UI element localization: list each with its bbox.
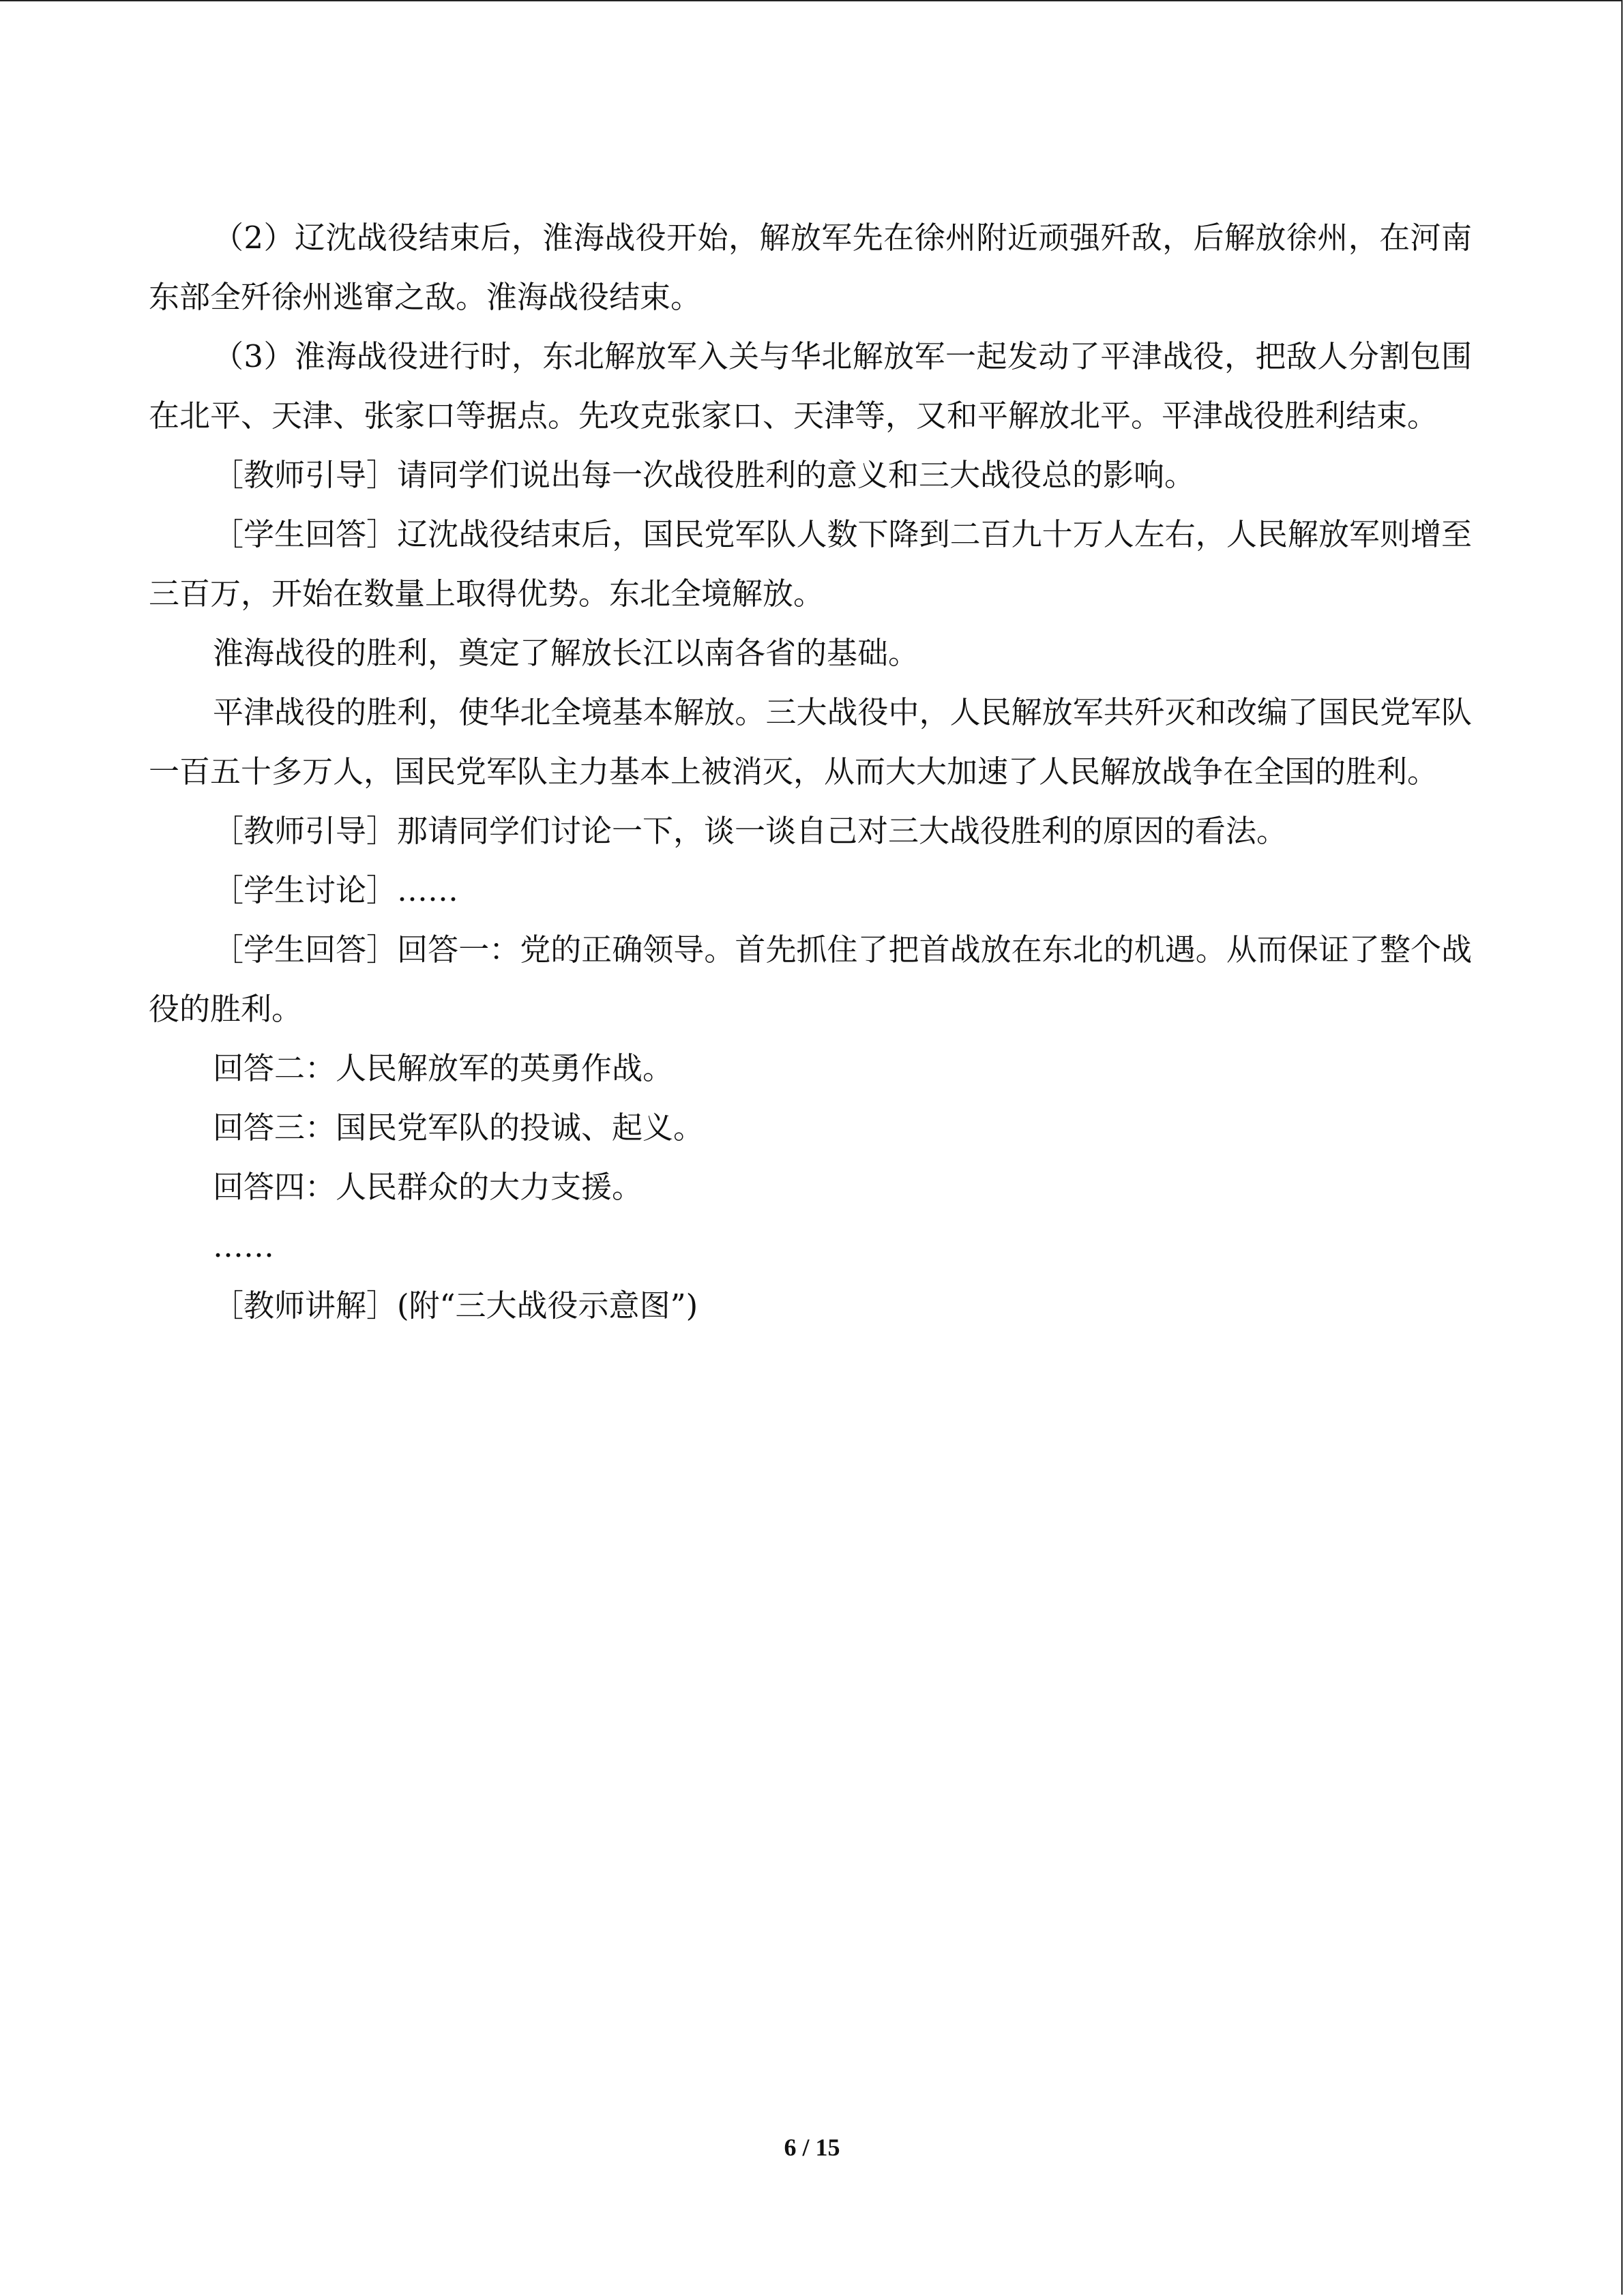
paragraph-answer-one: ［学生回答］回答一：党的正确领导。首先抓住了把首战放在东北的机遇。从而保证了整个战役的胜利。	[149, 931, 1472, 1027]
paragraph-teacher-guide-1: ［教师引导］请同学们说出每一次战役胜利的意义和三大战役总的影响。	[213, 457, 1196, 493]
paragraph-answer-four: 回答四：人民群众的大力支援。	[213, 1169, 643, 1205]
paragraph-pingjin: （3）淮海战役进行时，东北解放军入关与华北解放军一起发动了平津战役，把敌人分割包围在北平、天津、张家口等据点。先攻克张家口、天津等，又和平解放北平。平津战役胜利结束。	[149, 338, 1472, 434]
paragraph-answer-three: 回答三：国民党军队的投诚、起义。	[213, 1109, 705, 1146]
paragraph-teacher-explain: ［教师讲解］(附“三大战役示意图”)	[213, 1287, 698, 1324]
document-body	[149, 208, 1472, 1335]
paragraph-answer-two: 回答二：人民解放军的英勇作战。	[213, 1050, 674, 1086]
paragraph-student-answer-1: ［学生回答］辽沈战役结束后，国民党军队人数下降到二百九十万人左右，人民解放军则增至三百万，开始在数量上取得优势。东北全境解放。	[149, 516, 1472, 612]
paragraph-pingjin-significance: 平津战役的胜利，使华北全境基本解放。三大战役中，人民解放军共歼灭和改编了国民党军队一百五十多万人，国民党军队主力基本上被消灭，从而大大加速了人民解放战争在全国的胜利。	[149, 694, 1472, 790]
paragraph-ellipsis: ……	[213, 1228, 274, 1264]
paragraph-teacher-guide-2: ［教师引导］那请同学们讨论一下，谈一谈自己对三大战役胜利的原因的看法。	[213, 813, 1288, 849]
paragraph-liaoshen-huaihai: （2）辽沈战役结束后，淮海战役开始，解放军先在徐州附近顽强歼敌，后解放徐州，在河南东部全歼徐州逃窜之敌。淮海战役结束。	[149, 220, 1472, 315]
paragraph-student-discussion: ［学生讨论］……	[213, 872, 459, 908]
paragraph-huaihai-significance: 淮海战役的胜利，奠定了解放长江以南各省的基础。	[213, 635, 919, 671]
page-number: 6 / 15	[784, 2134, 840, 2161]
